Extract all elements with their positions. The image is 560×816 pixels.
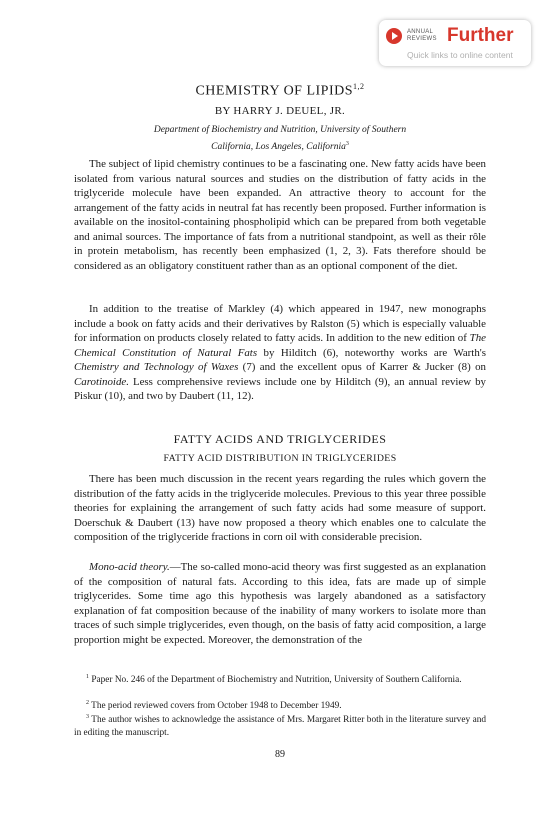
- footnote-1: $^1$ Paper No. 246 of the Department of Biochemistry and Nutrition, University of Southern California.: [86, 674, 462, 686]
- author-line: BY HARRY J. DEUEL, JR.: [214, 105, 346, 117]
- paragraph-intro: The subject of lipid chemistry continues to be a fascinating one. New fatty acids have been isolated from various natural sources and studies on the distribution of fatty acids in the triglyceride molecule have been expanded. An attractive theory to account for the arrangement of the fatty acids in neutral fat has recently been proposed. Further information is available on the inositol-containing phospholipid which can be prepared from both vegetable and animal sources. The importance of fats from a nutritional standpoint, as well as their rôle in protein metabolism, has recently been emphasized (1, 2, 3). Fats therefore should be considered as an obligatory constituent rather than as an optional component of the diet.: [74, 158, 486, 272]
- footnote-2: $^2$ The period reviewed covers from October 1948 to December 1949.: [86, 700, 342, 712]
- affiliation: Department of Biochemistry and Nutrition, University of Southern California, Los Angeles, California$^3$: [153, 125, 407, 153]
- annual-reviews-logo-icon: [386, 28, 402, 44]
- article-title: CHEMISTRY OF LIPIDS$^{1,2}$: [195, 82, 365, 99]
- section-heading: FATTY ACIDS AND TRIGLYCERIDES: [173, 432, 387, 446]
- paragraph-distribution: There has been much discussion in the recent years regarding the rules which govern the distribution of the fatty acids in the triglyceride molecules. Previous to this year three possible theories for explaining the arrangement of such fatty acids had some measure of support. Doerschuk & Daubert (13) have now proposed a theory which enables one to calculate the composition of the triglyceride fractions in corn oil with considerable precision.: [74, 473, 486, 543]
- annual-reviews-label: ANNUAL REVIEWS: [407, 29, 437, 42]
- footnote-3: $^3$ The author wishes to acknowledge the assistance of Mrs. Margaret Ritter both in the literature survey and in editing the manuscript.: [74, 714, 486, 739]
- subsection-heading: FATTY ACID DISTRIBUTION IN TRIGLYCERIDES: [163, 453, 397, 464]
- further-badge[interactable]: [379, 20, 531, 66]
- paragraph-monographs: In addition to the treatise of Markley (4) which appeared in 1947, new monographs include a book on fatty acids and their derivatives by Ralston (5) which is especially valuable for information on products closely related to fatty acids. In addition to the new edition of The Chemical Constitution of Natural Fats by Hilditch (6), noteworthy works are Warth's Chemistry and Technology of Waxes (7) and the excellent opus of Karrer & Jucker (8) on Carotinoide. Less comprehensive reviews include one by Hilditch (9), an annual review by Piskur (10), and two by Daubert (11, 12).: [74, 303, 486, 402]
- paragraph-mono-acid-theory: Mono-acid theory.—The so-called mono-acid theory was first suggested as an explanation of the composition of natural fats. According to this idea, fats are made up of simple triglycerides. Some time ago this hypothesis was largely abandoned as a satisfactory explanation of fat composition because of the inability of many workers to isolate more than traces of such simple triglycerides, even though, on the basis of fatty acid composition, a large proportion might be expected. Moreover, the demonstration of the: [74, 561, 486, 646]
- page-number: 89: [275, 749, 285, 760]
- further-label: Further: [447, 25, 514, 46]
- further-tagline: Quick links to online content: [407, 50, 513, 60]
